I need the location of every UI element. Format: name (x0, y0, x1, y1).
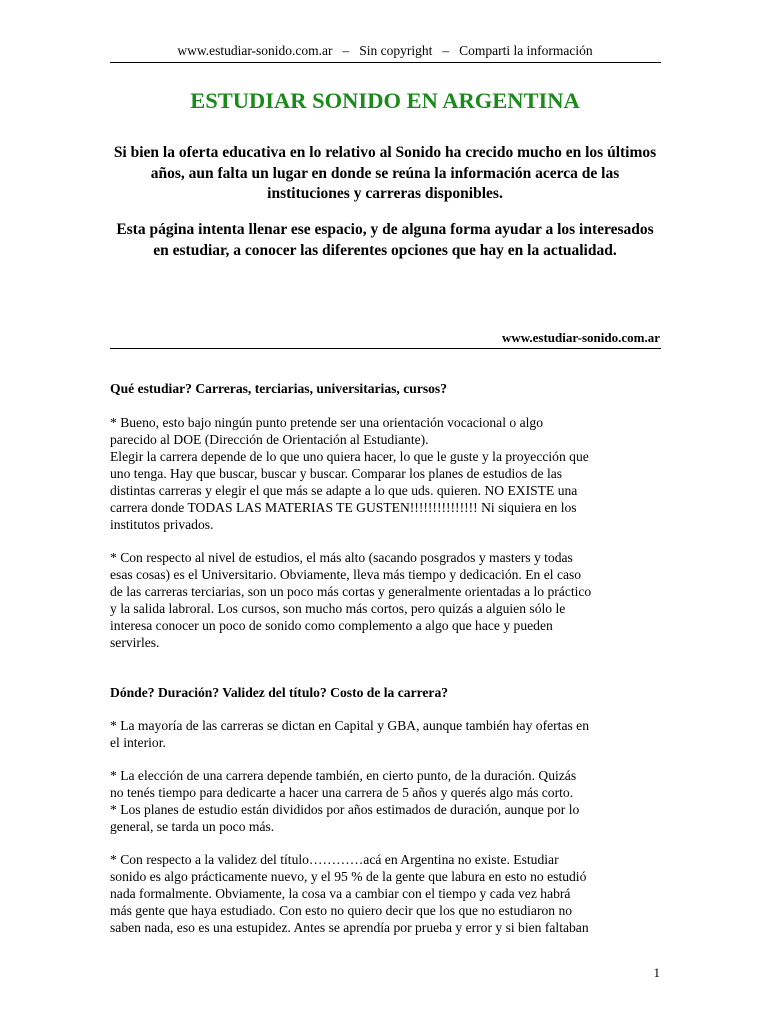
header-separator: – (342, 43, 350, 58)
body-line: de las carreras terciarias, son un poco más cortas y generalmente orientadas a lo práctico (110, 584, 592, 599)
body-line: sonido es algo prácticamente nuevo, y el 95 % de la gente que labura en esto no estudió (110, 869, 587, 884)
body-line: no tenés tiempo para dedicarte a hacer una carrera de 5 años y querés algo más corto. (110, 785, 574, 800)
header-copyright: Sin copyright (359, 43, 433, 58)
intro-paragraph-1: Si bien la oferta educativa en lo relativo al Sonido ha crecido mucho en los últimos años, aun falta un lugar en donde se reúna la información acerca de las instituciones y carreras disponibles. (113, 144, 657, 202)
body-line: saben nada, eso es una estupidez. Antes se aprendía por prueba y error y si bien faltaban (110, 920, 589, 935)
body-line: y la salida labroral. Los cursos, son mucho más cortos, pero quizás a alguien sólo le (110, 601, 566, 616)
header-share: Comparti la información (459, 43, 593, 58)
body-line: nada formalmente. Obviamente, la cosa va a cambiar con el tiempo y cada vez habrá (110, 886, 571, 901)
body-line: Elegir la carrera depende de lo que uno quiera hacer, lo que le guste y la proyección que (110, 449, 589, 464)
body-line: * Con respecto al nivel de estudios, el más alto (sacando posgrados y masters y todas (110, 550, 573, 565)
body-line: * La mayoría de las carreras se dictan en Capital y GBA, aunque también hay ofertas en (110, 718, 589, 733)
body-line: el interior. (110, 735, 166, 750)
page-number: 1 (653, 965, 660, 980)
intro-paragraph-2: Esta página intenta llenar ese espacio, y de alguna forma ayudar a los interesados en estudiar, a conocer las diferentes opciones que hay en la actualidad. (116, 221, 654, 259)
body-line: más gente que haya estudiado. Con esto no quiero decir que los que no estudiaron no (110, 903, 573, 918)
body-line: parecido al DOE (Dirección de Orientación al Estudiante). (110, 432, 429, 447)
header-divider (110, 62, 661, 63)
body-line: servirles. (110, 635, 160, 650)
body-line: interesa conocer un poco de sonido como complemento a algo que hace y pueden (110, 618, 553, 633)
site-link[interactable]: www.estudiar-sonido.com.ar (501, 330, 660, 345)
body-line: esas cosas) es el Universitario. Obviamente, lleva más tiempo y dedicación. En el caso (110, 567, 582, 582)
body-line: institutos privados. (110, 517, 214, 532)
header-separator: – (442, 43, 450, 58)
header-site-link[interactable]: www.estudiar-sonido.com.ar (177, 43, 333, 58)
body-line: distintas carreras y elegir el que más se adapte a lo que uds. quieren. NO EXISTE una (110, 483, 578, 498)
body-line: * Con respecto a la validez del título…………acá en Argentina no existe. Estudiar (110, 852, 559, 867)
section-heading-que-estudiar: Qué estudiar? Carreras, terciarias, universitarias, cursos? (110, 381, 448, 396)
body-line: general, se tarda un poco más. (110, 819, 275, 834)
page-title: ESTUDIAR SONIDO EN ARGENTINA (190, 88, 580, 113)
body-line: carrera donde TODAS LAS MATERIAS TE GUSTEN!!!!!!!!!!!!!!! Ni siquiera en los (110, 500, 577, 515)
body-line: * Los planes de estudio están divididos por años estimados de duración, aunque por lo (110, 802, 580, 817)
section-divider (110, 348, 661, 349)
body-line: * Bueno, esto bajo ningún punto pretende ser una orientación vocacional o algo (110, 415, 543, 430)
section-heading-donde: Dónde? Duración? Validez del título? Costo de la carrera? (110, 685, 449, 700)
body-line: uno tenga. Hay que buscar, buscar y buscar. Comparar los planes de estudios de las (110, 466, 563, 481)
body-line: * La elección de una carrera depende también, en cierto punto, de la duración. Quizás (110, 768, 577, 783)
page-header (110, 42, 660, 60)
